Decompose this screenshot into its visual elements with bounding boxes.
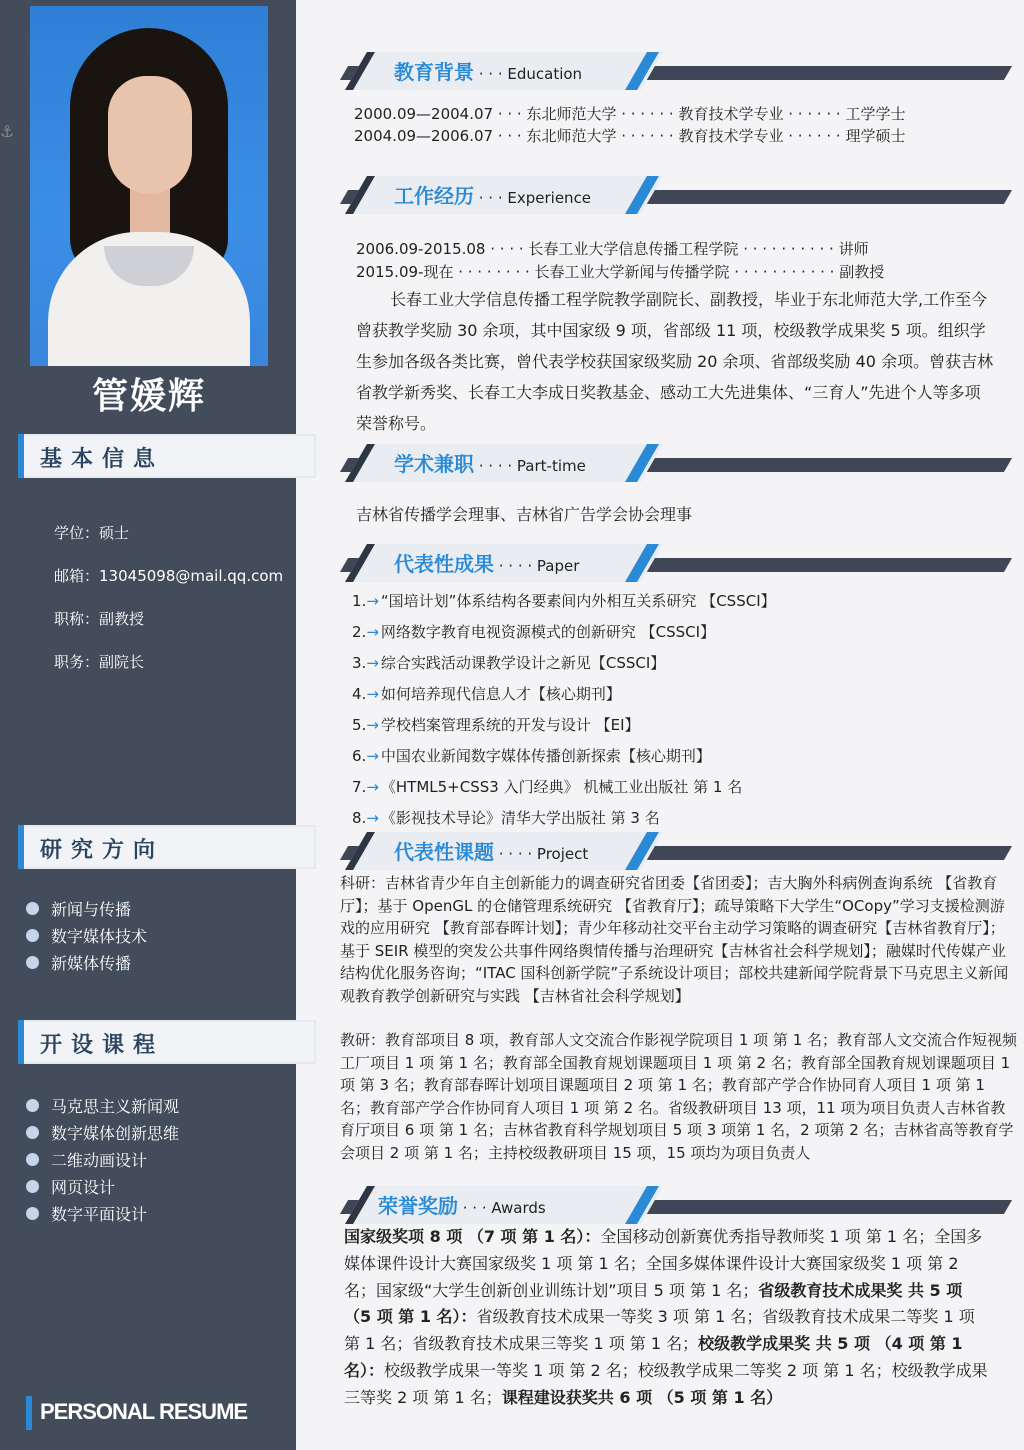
courses-title: 开设课程	[40, 1033, 165, 1058]
bullet-icon	[26, 956, 39, 969]
award-heading: 省级教育技术成果奖 共 5 项 （5 项 第 1 名）：	[344, 1280, 963, 1327]
anchor-icon: ⚓	[0, 122, 15, 141]
parttime-text: 吉林省传播学会理事、吉林省广告学会协会理事	[356, 505, 693, 524]
bullet-icon	[26, 1153, 39, 1166]
awards-text	[344, 1224, 994, 1412]
research-tab	[18, 825, 316, 869]
experience-description: 长春工业大学信息传播工程学院教学副院长、副教授，毕业于东北师范大学,工作至今曾获教学奖励 30 余项，其中国家级 9 项，省部级 11 项，校级教学成果奖 5 项。组织学生参加各级各类比赛，曾代表学校获国家级奖励 20 余项、省部级奖励 40 余项。曾获吉林省教学新秀奖、长春工大李成日奖教基金、感动工大先进集体、“三育人”先进个人等多项荣誉称号。	[356, 290, 994, 433]
paper-item: 6.→ 中国农业新闻数字媒体传播创新探索【核心期刊】	[352, 747, 711, 765]
research-title: 研究方向	[40, 838, 165, 863]
award-detail: 省级教育技术成果一等奖 3 项 第 1 名；省级教育技术成果二等奖 1 项 第 1 名；省级教育技术成果三等奖 1 项 第 1 名；	[344, 1307, 975, 1354]
education-banner: 教育背景 · · · Education	[344, 52, 1008, 94]
basic-info-tab	[18, 434, 316, 478]
award-heading: 校级教学成果奖 共 5 项 （4 项 第 1 名）：	[344, 1334, 963, 1380]
education-row: 2004.09—2006.07 · · · 东北师范大学 · · · · · · 教育技术学专业 · · · · · · 理学硕士	[354, 127, 906, 145]
courses-tab	[18, 1020, 316, 1064]
course-item: 二维动画设计	[26, 1146, 179, 1173]
paper-banner: 代表性成果 · · · · Paper	[344, 544, 1008, 586]
bullet-icon	[26, 1099, 39, 1112]
course-item: 网页设计	[26, 1173, 179, 1200]
paper-item: 4.→ 如何培养现代信息人才【核心期刊】	[352, 685, 621, 703]
research-item: 新媒体传播	[26, 949, 147, 976]
basic-info-title: 基本信息	[40, 447, 165, 472]
paper-item: 1.→ “国培计划”体系结构各要素间内外相互关系研究 【CSSCI】	[352, 592, 776, 610]
award-detail: 校级教学成果一等奖 1 项 第 2 名；校级教学成果二等奖 2 项 第 1 名；校级教学成果三等奖 2 项 第 1 名；	[344, 1360, 988, 1407]
paper-item: 3.→ 综合实践活动课教学设计之新见【CSSCI】	[352, 654, 666, 672]
personal-resume-tag: PERSONAL RESUME	[26, 1396, 247, 1430]
parttime-banner: 学术兼职 · · · · Part-time	[344, 444, 1008, 486]
education-row: 2000.09—2004.07 · · · 东北师范大学 · · · · · · 教育技术学专业 · · · · · · 工学学士	[354, 105, 906, 123]
experience-banner: 工作经历 · · · Experience	[344, 176, 1008, 218]
research-item: 新闻与传播	[26, 895, 147, 922]
awards-banner: 荣誉奖励 · · · Awards	[344, 1186, 1008, 1228]
research-item: 数字媒体技术	[26, 922, 147, 949]
info-position: 职务：副院长	[54, 653, 145, 671]
profile-photo	[30, 6, 268, 366]
course-item: 马克思主义新闻观	[26, 1092, 179, 1119]
award-detail: 全国移动创新赛优秀指导教师奖 1 项 第 1 名；全国多媒体课件设计大赛国家级奖 1 项 第 1 名；全国多媒体课件设计大赛国家级奖 1 项 第 2 名；国家级“大学生创新创业训练计划”项目 5 项 第 1 名；	[344, 1227, 983, 1300]
profile-name: 管媛辉	[91, 376, 206, 417]
bullet-icon	[26, 902, 39, 915]
courses-list	[26, 1092, 179, 1227]
bullet-icon	[26, 1207, 39, 1220]
project-teaching: 教研：教育部项目 8 项，教育部人文交流合作影视学院项目 1 项 第 1 名；教育部人文交流合作短视频工厂项目 1 项 第 1 名；教育部全国教育规划课题项目 1 项 第 2 名；教育部全国教育规划课题项目 1 项 第 3 名；教育部春晖计划项目课题项目 2 项 第 1 名；教育部产学合作协同育人项目 1 项 第 1 名；教育部产学合作协同育人项目 1 项 第 2 名。省级教研项目 13 项，11 项为项目负责人吉林省教育厅项目 6 项 第 1 名；吉林省教育科学规划项目 5 项 3 项第 1 名，2 项第 2 名；吉林省高等教育学会项目 2 项 第 1 名；主持校级教研项目 15 项，15 项均为项目负责人	[340, 1031, 1018, 1162]
paper-item: 5.→ 学校档案管理系统的开发与设计 【EI】	[352, 716, 640, 734]
award-heading: 课程建设获奖共 6 项 （5 项 第 1 名）	[501, 1387, 783, 1407]
experience-row: 2015.09-现在 · · · · · · · · 长春工业大学新闻与传播学院 · · · · · · · · · · · 副教授	[356, 263, 885, 281]
course-item: 数字媒体创新思维	[26, 1119, 179, 1146]
paper-item: 7.→ 《HTML5+CSS3 入门经典》 机械工业出版社 第 1 名	[352, 778, 743, 796]
experience-row: 2006.09-2015.08 · · · · 长春工业大学信息传播工程学院 · · · · · · · · · · 讲师	[356, 240, 869, 258]
bullet-icon	[26, 929, 39, 942]
project-banner: 代表性课题 · · · · Project	[344, 832, 1008, 874]
info-email: 邮箱：13045098@mail.qq.com	[54, 567, 284, 585]
paper-item: 8.→ 《影视技术导论》清华大学出版社 第 3 名	[352, 809, 660, 827]
bullet-icon	[26, 1180, 39, 1193]
course-item: 数字平面设计	[26, 1200, 179, 1227]
paper-item: 2.→ 网络数字教育电视资源模式的创新研究 【CSSCI】	[352, 623, 716, 641]
info-title: 职称：副教授	[54, 610, 145, 628]
research-list	[26, 895, 147, 976]
bullet-icon	[26, 1126, 39, 1139]
award-heading: 国家级奖项 8 项 （7 项 第 1 名）：	[344, 1227, 601, 1246]
project-research: 科研：吉林省青少年自主创新能力的调查研究省团委【省团委】；吉大胸外科病例查询系统 【省教育厅】；基于 OpenGL 的仓储管理系统研究 【省教育厅】；疏导策略下大学生“OCopy”学习支援检测游戏的应用研究 【教育部春晖计划】；青少年移动社交平台主动学习策略的调查研究【吉林省教育厅】；基于 SEIR 模型的突发公共事件网络舆情传播与治理研究【吉林省社会科学规划】；融媒时代传媒产业结构优化服务咨询；“ITAC 国科创新学院”子系统设计项目；部校共建新闻学院背景下马克思主义新闻观教育教学创新研究与实践 【吉林省社会科学规划】	[340, 874, 1009, 1005]
info-degree: 学位：硕士	[54, 524, 130, 542]
